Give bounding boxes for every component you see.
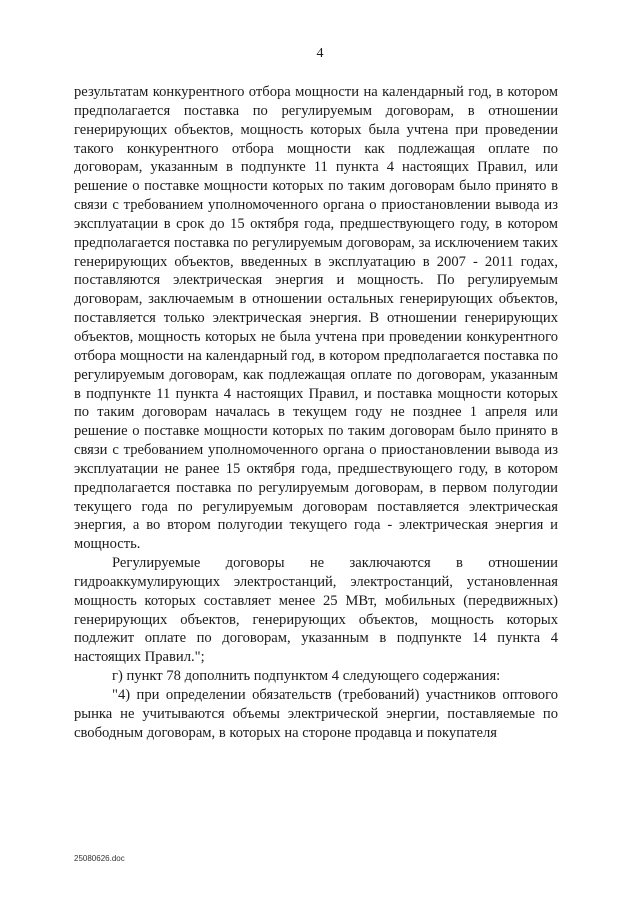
document-body — [74, 83, 558, 743]
footer-filename: 25080626.doc — [74, 854, 125, 863]
paragraph-subitem-4: "4) при определении обязательств (требований) участников оптового рынка не учитываются объемы электрической энергии, поставляемые по свободным договорам, в которых на стороне продавца и покупателя — [74, 687, 558, 741]
page-number: 4 — [316, 46, 324, 61]
paragraph-regulated-contracts: Регулируемые договоры не заключаются в отношении гидроаккумулирующих электростанций, электростанций, установленная мощность которых составляет менее 25 МВт, мобильных (передвижных) генерирующих объектов, генерирующих объектов, мощность которых подлежит оплате по договорам, указанным в подпункте 14 пункта 4 настоящих Правил."; — [74, 555, 558, 666]
paragraph-item-g: г) пункт 78 дополнить подпунктом 4 следующего содержания: — [112, 668, 501, 685]
paragraph-continuation: результатам конкурентного отбора мощности на календарный год, в котором предполагается поставка по регулируемым договорам, в отношении генерирующих объектов, мощность которых была учтена при проведении такого конкурентного отбора мощности как подлежащая оплате по договорам, указанным в подпункте 11 пункта 4 настоящих Правил, или решение о поставке мощности которых по таким договорам было принято в связи с требованием уполномоченного органа о приостановлении вывода из эксплуатации в срок до 15 октября года, предшествующего году, в котором предполагается поставка по регулируемым договорам, за исключением таких генерирующих объектов, введенных в эксплуатацию в 2007 - 2011 годах, поставляются электрическая энергия и мощность. По регулируемым договорам, заключаемым в отношении остальных генерирующих объектов, поставляется только электрическая энергия. В отношении генерирующих объектов, мощность которых не была учтена при проведении конкурентного отбора мощности на календарный год, в котором предполагается поставка по регулируемым договорам, как подлежащая оплате по договорам, указанным в подпункте 11 пункта 4 настоящих Правил, и поставка мощности которых по таким договорам началась в текущем году не позднее 1 апреля или решение о поставке мощности которых по таким договорам было принято в связи с требованием уполномоченного органа о приостановлении вывода из эксплуатации не ранее 15 октября года, предшествующего году, в котором предполагается поставка по регулируемым договорам, в первом полугодии текущего года по регулируемым договорам поставляется электрическая энергия, а во втором полугодии текущего года - электрическая энергия и мощность. — [74, 84, 558, 553]
